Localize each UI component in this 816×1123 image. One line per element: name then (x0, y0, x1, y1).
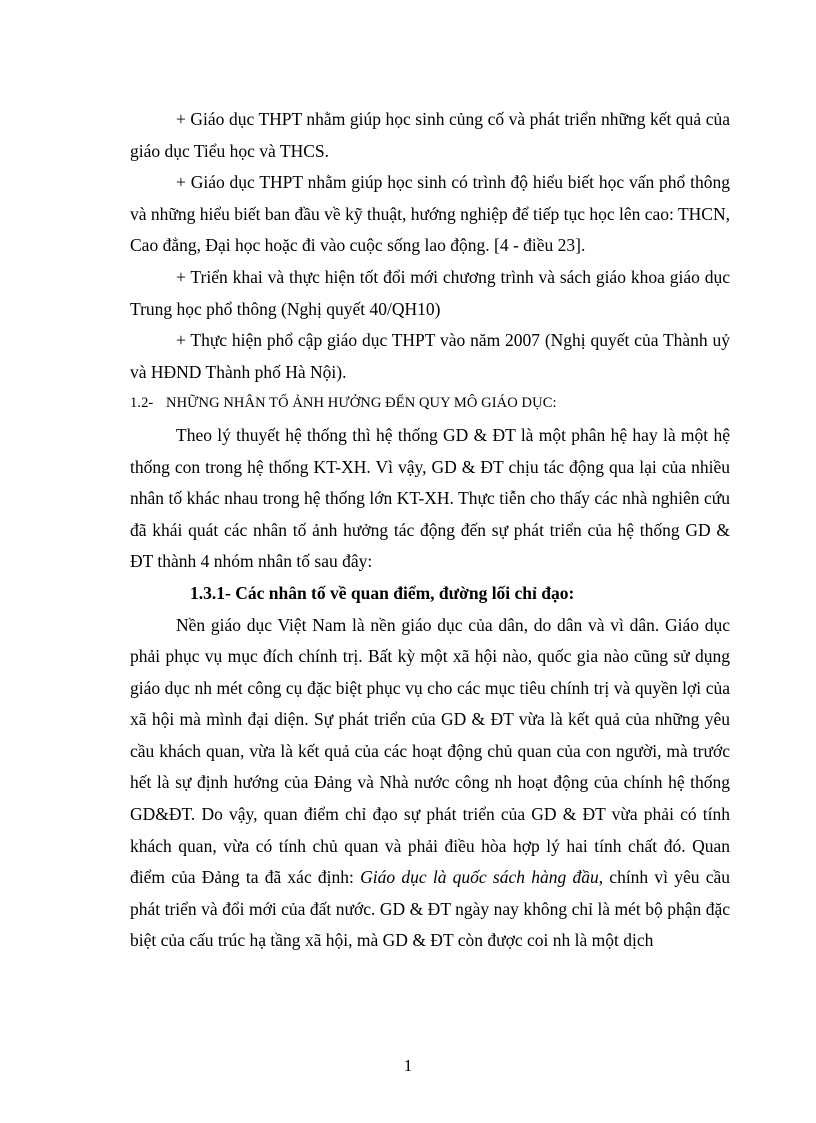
paragraph-universalization: + Thực hiện phổ cập giáo dục THPT vào năm 2007 (Nghị quyết của Thành uỷ và HĐND Thành phố Hà Nội). (130, 330, 730, 382)
subsection-heading: 1.3.1- Các nhân tố về quan điểm, đường lối chỉ đạo: (190, 582, 575, 603)
section-heading (130, 388, 730, 420)
guiding-views-text-start: Nền giáo dục Việt Nam là nền giáo dục của dân, do dân và vì dân. Giáo dục phải phục vụ mục đích chính trị. Bất kỳ một xã hội nào, quốc gia nào cũng sử dụng giáo dục nh mét công cụ đặc biệt phục vụ cho các mục tiêu chính trị và quyền lợi của xã hội mà mình đại diện. Sự phát triển của GD & ĐT vừa là kết quả của những yêu cầu khách quan, vừa là kết quả của các hoạt động chủ quan của con người, mà trước hết là sự định hướng của Đảng và Nhà nước công nh hoạt động của chính hệ thống GD&ĐT. Do vậy, quan điểm chỉ đạo sự phát triển của GD & ĐT vừa phải có tính khách quan, vừa có tính chủ quan và phải điều hòa hợp lý hai tính chất đó. Quan điểm của Đảng ta đã xác định: (130, 614, 730, 888)
paragraph-goal-consolidate: + Giáo dục THPT nhằm giúp học sinh củng cố và phát triển những kết quả của giáo dục Tiểu học và THCS. (130, 109, 730, 161)
paragraph-goal-knowledge: + Giáo dục THPT nhằm giúp học sinh có trình độ hiểu biết học vấn phổ thông và những hiểu biết ban đầu về kỹ thuật, hướng nghiệp để tiếp tục học lên cao: THCN, Cao đẳng, Đại học hoặc đi vào cuộc sống lao động. [4 - điều 23]. (130, 172, 730, 256)
guiding-views-italic-phrase: Giáo dục là quốc sách hàng đầu (360, 867, 599, 888)
section-number: 1.2- (130, 395, 154, 412)
page-content (130, 104, 730, 957)
section-title: NHỮNG NHÂN TỐ ẢNH HƯỞNG ĐẾN QUY MÔ GIÁO DỤC: (166, 395, 557, 412)
page-number: 1 (403, 1056, 413, 1075)
paragraph-curriculum-reform: + Triển khai và thực hiện tốt đổi mới chương trình và sách giáo khoa giáo dục Trung học phổ thông (Nghị quyết 40/QH10) (130, 266, 730, 319)
paragraph-guiding-views (130, 610, 730, 958)
guiding-views-text-end: , chính vì yêu cầu phát triển và đổi mới của đất nước. GD & ĐT ngày nay không chỉ là mét bộ phận đặc biệt của cấu trúc hạ tầng xã hội, mà GD & ĐT còn được coi nh là một dịch (130, 867, 731, 951)
paragraph-system-theory: Theo lý thuyết hệ thống thì hệ thống GD & ĐT là một phân hệ hay là một hệ thống con trong hệ thống KT-XH. Vì vậy, GD & ĐT chịu tác động qua lại của nhiều nhân tố khác nhau trong hệ thống lớn KT-XH. Thực tiễn cho thấy các nhà nghiên cứu đã khái quát các nhân tố ảnh hưởng tác động đến sự phát triển của hệ thống GD & ĐT thành 4 nhóm nhân tố sau đây: (130, 424, 730, 572)
